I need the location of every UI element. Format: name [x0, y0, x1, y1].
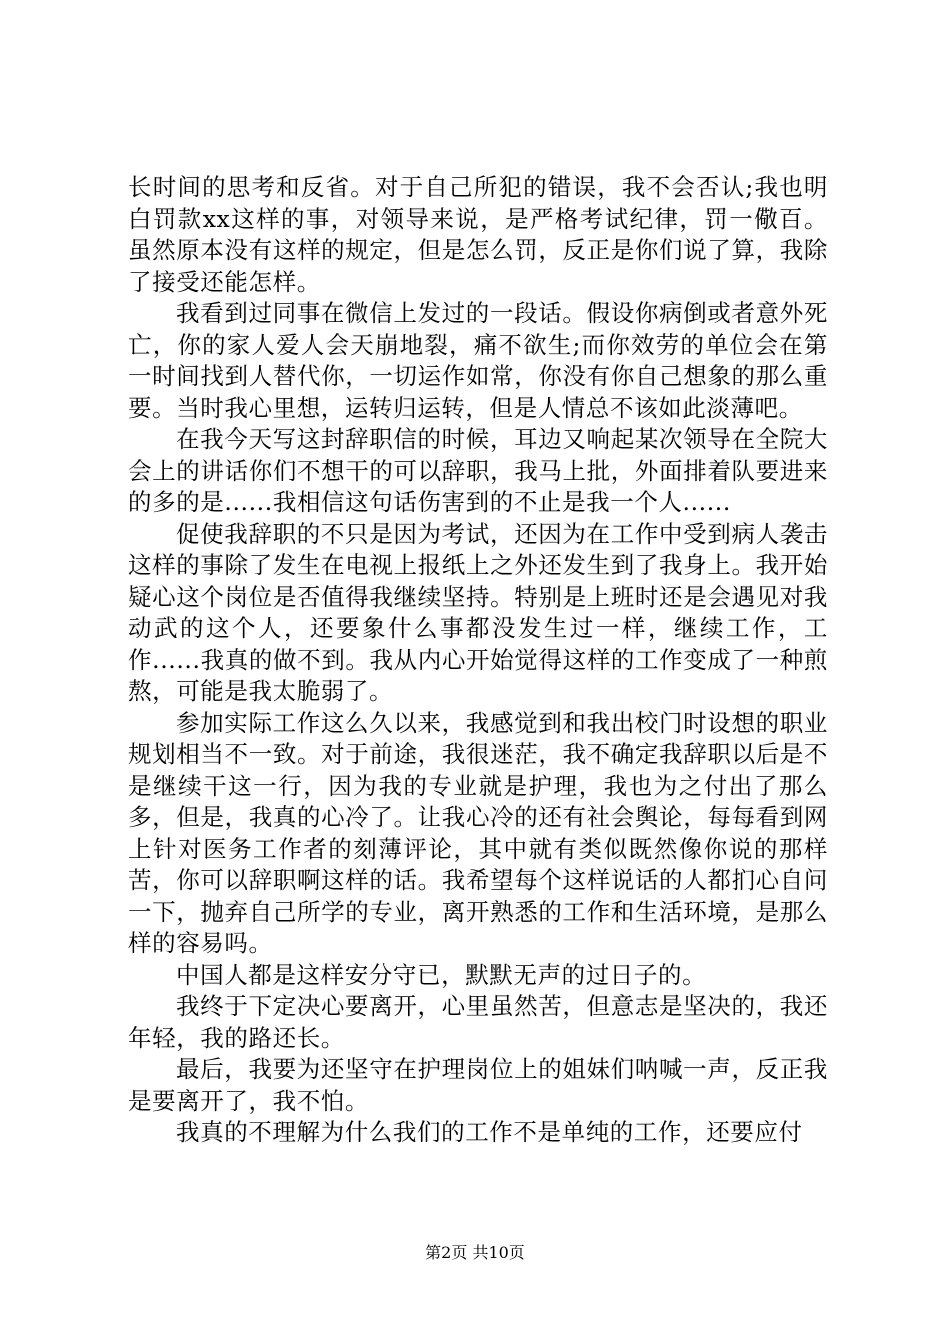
- page-number-footer: 第2页 共10页: [425, 1243, 525, 1262]
- paragraph-8: 最后，我要为还坚守在护理岗位上的姐妹们呐喊一声，反正我是要离开了，我不怕。: [128, 1055, 828, 1115]
- paragraph-7: 我终于下定决心要离开，心里虽然苦，但意志是坚决的，我还年轻，我的路还长。: [128, 992, 828, 1052]
- paragraph-9: 我真的不理解为什么我们的工作不是单纯的工作，还要应付: [176, 1118, 803, 1146]
- paragraph-2: 我看到过同事在微信上发过的一段话。假设你病倒或者意外死亡，你的家人爱人会天崩地裂，痛不欲生;而你效劳的单位会在第一时间找到人替代你，一切运作如常，你没有你自己想象的那么重要。当时我心里想，运转归运转，但是人情总不该如此淡薄吧。: [128, 299, 828, 422]
- paragraph-3: 在我今天写这封辞职信的时候，耳边又响起某次领导在全院大会上的讲话你们不想干的可以辞职，我马上批，外面排着队要进来的多的是......我相信这句话伤害到的不止是我一个人......: [128, 425, 828, 516]
- paragraph-6: 中国人都是这样安分守已，默默无声的过日子的。: [176, 960, 707, 989]
- paragraph-4: 促使我辞职的不只是因为考试，还因为在工作中受到病人袭击这样的事除了发生在电视上报纸上之外还发生到了我身上。我开始疑心这个岗位是否值得我继续坚持。特别是上班时还是会遇见对我动武的这个人，还要象什么事都没发生过一样，继续工作，工作......我真的做不到。我从内心开始觉得这样的工作变成了一种煎熬，可能是我太脆弱了。: [128, 519, 828, 705]
- paragraph-5: 参加实际工作这么久以来，我感觉到和我出校门时设想的职业规划相当不一致。对于前途，我很迷茫，我不确定我辞职以后是不是继续干这一行，因为我的专业就是护理，我也为之付出了那么多，但是，我真的心冷了。让我心冷的还有社会舆论，每每看到网上针对医务工作者的刻薄评论，其中就有类似既然像你说的那样苦，你可以辞职啊这样的话。我希望每个这样说话的人都扪心自问一下，抛弃自己所学的专业，离开熟悉的工作和生活环境，是那么样的容易吗。: [128, 708, 828, 957]
- body-text: [128, 172, 828, 1149]
- paragraph-1: 长时间的思考和反省。对于自己所犯的错误，我不会否认;我也明白罚款xx这样的事，对领导来说，是严格考试纪律，罚一儆百。虽然原本没有这样的规定，但是怎么罚，反正是你们说了算，我除了接受还能怎样。: [128, 173, 828, 296]
